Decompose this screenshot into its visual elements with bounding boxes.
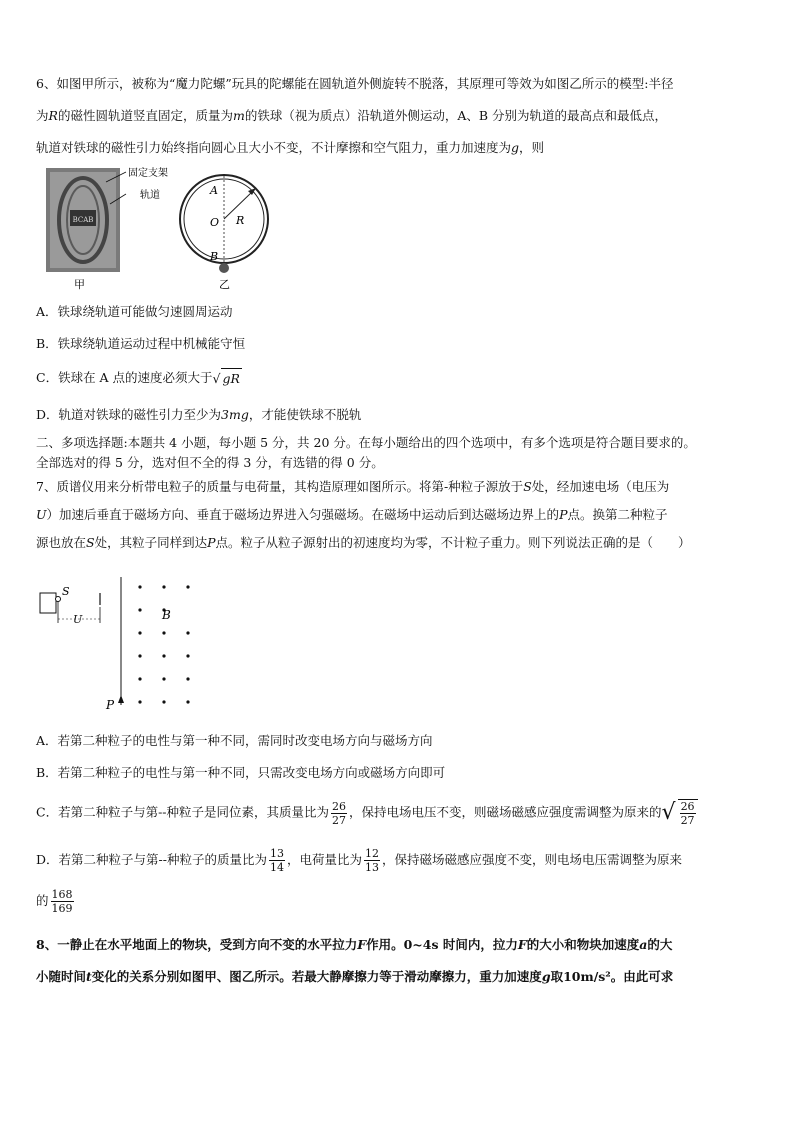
sqrt-gr: √ gR xyxy=(213,368,242,389)
field-dot xyxy=(138,585,141,588)
source-label: S xyxy=(62,585,70,598)
q6-option-c: C．铁球在 A 点的速度必须大于√ gR xyxy=(36,368,758,389)
field-dot xyxy=(186,631,189,634)
label-track: 轨道 xyxy=(140,190,160,201)
fraction-168-169: $\frac{168}{169}$ xyxy=(51,888,73,915)
exam-page xyxy=(36,74,758,987)
magnetic-field-dots xyxy=(138,585,189,703)
q6-option-b: B．铁球绕轨道运动过程中机械能守恒 xyxy=(36,336,246,351)
caption-jia: 甲 xyxy=(74,278,85,291)
q8-line-1: 8、一静止在水平地面上的物块，受到方向不变的水平拉力F作用。0~4s 时间内，拉力F的大小和物块加速度a的大 xyxy=(36,937,673,952)
voltage-label: U xyxy=(73,613,83,626)
q6-option-d: D．轨道对铁球的磁性引力至少为3mg，才能使铁球不脱轨 xyxy=(36,407,362,422)
caption-yi: 乙 xyxy=(219,278,230,291)
sqrt-fraction: √ $\frac{26}{27}$ xyxy=(662,799,700,827)
q6-line-3: 轨道对铁球的磁性引力始终指向圆心且大小不变，不计摩擦和空气阻力，重力加速度为g，则 xyxy=(36,140,545,155)
point-p-label: P xyxy=(106,698,115,712)
field-dot xyxy=(186,700,189,703)
field-dot xyxy=(138,677,141,680)
field-dot xyxy=(186,677,189,680)
question-8 xyxy=(36,935,758,987)
field-dot xyxy=(186,585,189,588)
field-dot xyxy=(186,654,189,657)
q7-option-d: D．若第二种粒子与第--种粒子的质量比为 $\frac{13}{14}$ ，电荷量比为 $\frac{12}{13}$ ，保持磁场磁感应强度不变，则电场电压需调整为原来 xyxy=(36,847,683,874)
field-dot xyxy=(162,677,165,680)
field-dot xyxy=(162,700,165,703)
radius-label: R xyxy=(236,214,245,227)
field-dot xyxy=(162,585,165,588)
q7-option-d-line-2: 的 $\frac{168}{169}$ xyxy=(36,888,73,915)
iron-ball xyxy=(219,263,229,273)
question-7 xyxy=(36,477,758,915)
point-b-label: B xyxy=(210,250,219,263)
point-a-label: A xyxy=(210,184,218,197)
label-bracket: 固定支架 xyxy=(128,168,168,179)
q7-line-2: U）加速后垂直于磁场方向、垂直于磁场边界进入匀强磁场。在磁场中运动后到达磁场边界上的P点。换第二种粒子 xyxy=(36,507,668,522)
fraction-26-27: $\frac{26}{27}$ xyxy=(332,799,347,827)
section-2-line-1: 二、多项选择题:本题共 4 小题，每小题 5 分，共 20 分。在每小题给出的四个选项中，有多个选项是符合题目要求的。 xyxy=(36,435,696,450)
q8-line-2: 小随时间t变化的关系分别如图甲、图乙所示。若最大静摩擦力等于滑动摩擦力，重力加速度g取10m/s²。由此可求 xyxy=(36,969,674,984)
q7-figure xyxy=(36,577,196,717)
field-label: B xyxy=(162,608,171,622)
field-dot xyxy=(138,654,141,657)
q7-line-3: 源也放在S处，其粒子同样到达P点。粒子从粒子源射出的初速度均为零，不计粒子重力。则下列说法正确的是（ ） xyxy=(36,535,691,550)
field-dot xyxy=(138,631,141,634)
field-dot xyxy=(138,608,141,611)
q6-line-2: 为R的磁性圆轨道竖直固定，质量为m的铁球（视为质点）沿轨道外侧运动，A、B 分别为轨道的最高点和最低点， xyxy=(36,108,668,123)
photo-text: BCAB xyxy=(72,216,94,224)
fraction-12-13: $\frac{12}{13}$ xyxy=(365,847,379,874)
point-o-label: O xyxy=(210,216,220,229)
q7-option-c: C．若第二种粒子与第--种粒子是同位素，其质量比为 $\frac{26}{27}$ ，保持电场电压不变，则磁场磁感应强度需调整为原来的 √ $\frac{26}{27}$ xyxy=(36,799,758,827)
q6-option-a: A．铁球绕轨道可能做匀速圆周运动 xyxy=(36,304,233,319)
question-6 xyxy=(36,74,758,425)
q6-line-1: 6、如图甲所示，被称为“魔力陀螺”玩具的陀螺能在圆轨道外侧旋转不脱落，其原理可等效为如图乙所示的模型:半径 xyxy=(36,76,674,91)
field-dot xyxy=(162,631,165,634)
field-dot xyxy=(138,700,141,703)
q7-line-1: 7、质谱仪用来分析带电粒子的质量与电荷量，其构造原理如图所示。将第-种粒子源放于S处，经加速电场（电压为 xyxy=(36,479,670,494)
field-dot xyxy=(162,654,165,657)
section-2-header xyxy=(36,433,758,473)
q7-option-b: B．若第二种粒子的电性与第一种不同，只需改变电场方向或磁场方向即可 xyxy=(36,765,446,780)
fraction-13-14: $\frac{13}{14}$ xyxy=(269,847,284,874)
section-2-line-2: 全部选对的得 5 分，选对但不全的得 3 分，有选错的得 0 分。 xyxy=(36,455,384,470)
particle-source-box xyxy=(40,593,56,613)
q7-option-a: A．若第二种粒子的电性与第一种不同，需同时改变电场方向与磁场方向 xyxy=(36,733,433,748)
q6-figure xyxy=(44,164,304,294)
